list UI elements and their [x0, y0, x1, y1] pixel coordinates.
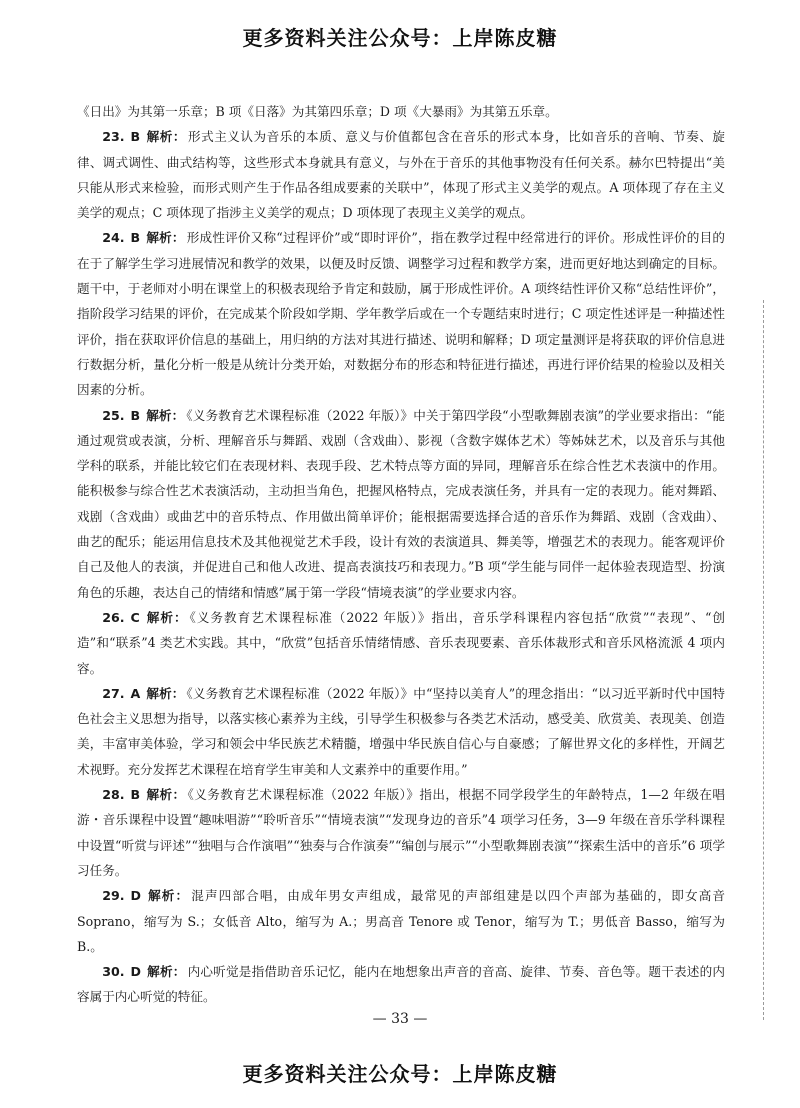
- question-number: 27.: [102, 685, 125, 701]
- continuation-paragraph: 《日出》为其第一乐章；B 项《日落》为其第四乐章；D 项《大暴雨》为其第五乐章。: [77, 104, 558, 119]
- answer-letter: B: [130, 407, 141, 423]
- explain-label: 解析：: [146, 230, 185, 246]
- explain-label: 解析：: [146, 888, 190, 904]
- explain-label: 解析：: [146, 964, 186, 980]
- question-number: 23.: [102, 129, 125, 145]
- answer-explanations: [77, 99, 725, 1010]
- answer-letter: D: [130, 964, 141, 980]
- question-24: [77, 225, 725, 402]
- question-number: 28.: [102, 787, 125, 803]
- explanation-text: 《义务教育艺术课程标准（2022 年版）》中关于第四学段“小型歌舞剧表演”的学业要求指出：“能通过观赏或表演，分析、理解音乐与舞蹈、戏剧（含戏曲）、影视（含数字媒体艺术）等姊妹艺术，以及音乐与其他学科的联系，并能比较它们在表现材料、表现手段、艺术特点等方面的异同，理解音乐在综合性艺术表演中的作用。能积极参与综合性艺术表演活动，主动担当角色，把握风格特点，完成表演任务，并具有一定的表现力。能对舞蹈、戏剧（含戏曲）或曲艺中的音乐特点、作用做出简单评价；能根据需要选择合适的音乐作为舞蹈、戏剧（含戏曲）、曲艺的配乐；能运用信息技术及其他视觉艺术手段，设计有效的表演道具、舞美等，增强艺术的表现力。能客观评价自己及他人的表演，并促进自己和他人改进、提高表演技巧和表现力。”B 项“学生能与同伴一起体验表现造型、扮演角色的乐趣，表达自己的情绪和情感”属于第一学段“情境表演”的学业要求内容。: [77, 407, 725, 600]
- explain-label: 解析：: [146, 407, 185, 423]
- explain-label: 解析：: [145, 609, 188, 625]
- answer-letter: B: [130, 129, 141, 145]
- question-number: 25.: [102, 407, 125, 423]
- page-number: — 33 —: [372, 1011, 428, 1027]
- explain-label: 解析：: [146, 129, 186, 145]
- answer-letter: B: [130, 787, 141, 803]
- explanation-text: 《义务教育艺术课程标准（2022 年版）》中“坚持以美育人”的理念指出：“以习近平新时代中国特色社会主义思想为指导，以落实核心素养为主线，引导学生积极参与各类艺术活动，感受美、欣赏美、表现美、创造美，丰富审美体验，学习和领会中华民族艺术精髓，增强中华民族自信心与自豪感；了解世界文化的多样性，开阔艺术视野。充分发挥艺术课程在培育学生审美和人文素养中的重要作用。”: [77, 685, 725, 777]
- question-28: [77, 782, 725, 883]
- question-23: [77, 124, 725, 225]
- question-number: 26.: [102, 609, 125, 625]
- explanation-text: 形式主义认为音乐的本质、意义与价值都包含在音乐的形式本身，比如音乐的音响、节奏、旋律、调式调性、曲式结构等，这些形式本身就具有意义，与外在于音乐的其他事物没有任何关系。赫尔巴特提出“美只能从形式来检验，而形式则产生于作品各组成要素的关联中”，体现了形式主义美学的观点。A 项体现了存在主义美学的观点；C 项体现了指涉主义美学的观点；D 项体现了表现主义美学的观点。: [77, 129, 726, 221]
- question-27: [77, 681, 725, 782]
- header-banner: 更多资料关注公众号：上岸陈皮糖: [242, 26, 558, 50]
- explanation-text: 形成性评价又称“过程评价”或“即时评价”，指在教学过程中经常进行的评价。形成性评价的目的在于了解学生学习进展情况和教学的效果，以便及时反馈、调整学习过程和教学方案，进而更好地达到确定的目标。题干中，于老师对小明在课堂上的积极表现给予肯定和鼓励，属于形成性评价。A 项终结性评价又称“总结性评价”，指阶段学习结果的评价，在完成某个阶段如学期、学年教学后或在一个专题结束时进行；C 项定性述评是一种描述性评价，指在获取评价信息的基础上，用归纳的方法对其进行描述、说明和解释；D 项定量测评是将获取的评价信息进行数据分析，量化分析一般是从统计分类开始，对数据分布的形态和特征进行描述，再进行评价结果的检验以及相关因素的分析。: [77, 230, 725, 398]
- explain-label: 解析：: [146, 685, 185, 701]
- explanation-text: 《义务教育艺术课程标准（2022 年版）》指出，音乐学科课程内容包括“欣赏”“表现”、“创造”和“联系”4 类艺术实践。其中，“欣赏”包括音乐情绪情感、音乐表现要素、音乐体裁形式和音乐风格流派 4 项内容。: [77, 609, 726, 676]
- question-29: [77, 883, 725, 959]
- footer-banner: 更多资料关注公众号：上岸陈皮糖: [242, 1062, 558, 1086]
- explanation-text: 混声四部合唱，由成年男女声组成，最常见的声部组建是以四个声部为基础的，即女高音 Soprano，缩写为 S.；女低音 Alto，缩写为 A.；男高音 Tenore 或 Tenor，缩写为 T.；男低音 Basso，缩写为 B.。: [77, 888, 726, 954]
- answer-letter: A: [130, 685, 141, 701]
- explanation-text: 《义务教育艺术课程标准（2022 年版）》指出，根据不同学段学生的年龄特点，1—2 年级在唱游・音乐课程中设置“趣味唱游”“聆听音乐”“情境表演”“发现身边的音乐”4 项学习任务，3—9 年级在音乐学科课程中设置“听赏与评述”“独唱与合作演唱”“独奏与合作演奏”“编创与展示”“小型歌舞剧表演”“探索生活中的音乐”6 项学习任务。: [77, 787, 725, 878]
- question-30: [77, 959, 725, 1010]
- answer-letter: C: [130, 609, 140, 625]
- question-number: 29.: [102, 888, 125, 904]
- explanation-text: 内心听觉是指借助音乐记忆，能内在地想象出声音的音高、旋律、节奏、音色等。题干表述的内容属于内心听觉的特征。: [77, 964, 726, 1005]
- question-25: [77, 403, 725, 605]
- answer-letter: D: [130, 888, 141, 904]
- question-number: 24.: [102, 230, 125, 246]
- explain-label: 解析：: [146, 787, 186, 803]
- scan-margin-line: [763, 300, 764, 1020]
- question-26: [77, 605, 725, 681]
- question-number: 30.: [102, 964, 125, 980]
- answer-letter: B: [130, 230, 141, 246]
